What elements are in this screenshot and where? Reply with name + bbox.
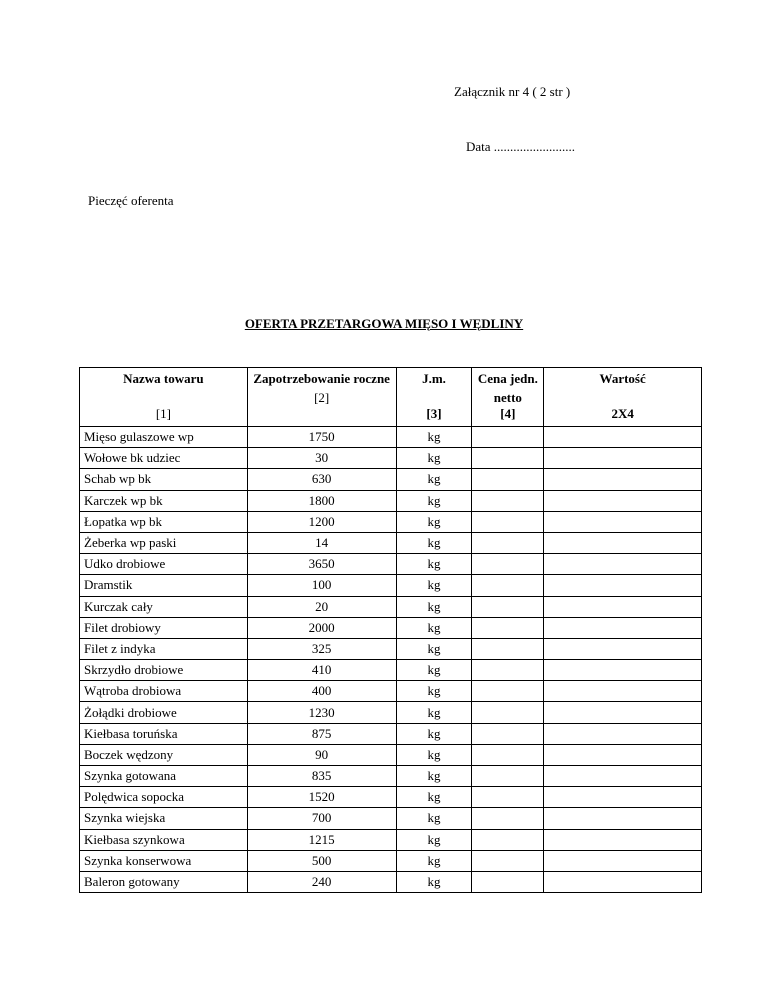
table-body	[80, 427, 702, 893]
table-row	[80, 829, 702, 850]
quantity-cell: 90	[247, 744, 396, 765]
product-name-cell: Karczek wp bk	[80, 490, 248, 511]
product-name-cell: Schab wp bk	[80, 469, 248, 490]
quantity-cell: 325	[247, 638, 396, 659]
date-field: Data .........................	[466, 139, 576, 154]
product-name-cell: Filet z indyka	[80, 638, 248, 659]
product-name-cell: Łopatka wp bk	[80, 511, 248, 532]
product-name-cell: Wołowe bk udziec	[80, 448, 248, 469]
table-row	[80, 808, 702, 829]
product-name-cell: Wątroba drobiowa	[80, 681, 248, 702]
value-cell[interactable]	[544, 575, 702, 596]
value-cell[interactable]	[544, 660, 702, 681]
header-demand	[247, 368, 396, 427]
price-cell[interactable]	[472, 511, 544, 532]
table-row	[80, 448, 702, 469]
quantity-cell: 410	[247, 660, 396, 681]
price-cell[interactable]	[472, 427, 544, 448]
quantity-cell: 400	[247, 681, 396, 702]
value-cell[interactable]	[544, 808, 702, 829]
unit-cell: kg	[396, 850, 472, 871]
quantity-cell: 835	[247, 766, 396, 787]
unit-cell: kg	[396, 554, 472, 575]
header-price-number: [4]	[500, 406, 516, 421]
product-name-cell: Kiełbasa szynkowa	[80, 829, 248, 850]
header-value-label: Wartość	[599, 371, 646, 386]
unit-cell: kg	[396, 808, 472, 829]
offer-table	[79, 367, 702, 893]
table-header-row	[80, 368, 702, 427]
quantity-cell: 1750	[247, 427, 396, 448]
table-row	[80, 744, 702, 765]
table-row	[80, 427, 702, 448]
table-row	[80, 871, 702, 892]
price-cell[interactable]	[472, 808, 544, 829]
product-name-cell: Kiełbasa toruńska	[80, 723, 248, 744]
value-cell[interactable]	[544, 850, 702, 871]
table-row	[80, 638, 702, 659]
price-cell[interactable]	[472, 702, 544, 723]
quantity-cell: 630	[247, 469, 396, 490]
value-cell[interactable]	[544, 617, 702, 638]
product-name-cell: Dramstik	[80, 575, 248, 596]
unit-cell: kg	[396, 744, 472, 765]
price-cell[interactable]	[472, 723, 544, 744]
unit-cell: kg	[396, 702, 472, 723]
annex-label: Załącznik nr 4 ( 2 str )	[454, 84, 571, 99]
quantity-cell: 14	[247, 532, 396, 553]
quantity-cell: 20	[247, 596, 396, 617]
value-cell[interactable]	[544, 532, 702, 553]
price-cell[interactable]	[472, 660, 544, 681]
header-name	[80, 368, 248, 427]
unit-cell: kg	[396, 596, 472, 617]
price-cell[interactable]	[472, 829, 544, 850]
table-row	[80, 660, 702, 681]
quantity-cell: 100	[247, 575, 396, 596]
table-row	[80, 532, 702, 553]
price-cell[interactable]	[472, 554, 544, 575]
price-cell[interactable]	[472, 766, 544, 787]
quantity-cell: 875	[247, 723, 396, 744]
table-row	[80, 702, 702, 723]
value-cell[interactable]	[544, 787, 702, 808]
value-cell[interactable]	[544, 469, 702, 490]
unit-cell: kg	[396, 448, 472, 469]
product-name-cell: Szynka gotowana	[80, 766, 248, 787]
table-row	[80, 554, 702, 575]
price-cell[interactable]	[472, 532, 544, 553]
table-row	[80, 617, 702, 638]
price-cell[interactable]	[472, 638, 544, 659]
price-cell[interactable]	[472, 871, 544, 892]
product-name-cell: Boczek wędzony	[80, 744, 248, 765]
price-cell[interactable]	[472, 681, 544, 702]
header-name-label: Nazwa towaru	[123, 371, 204, 386]
price-cell[interactable]	[472, 617, 544, 638]
header-name-number: [1]	[155, 406, 171, 421]
value-cell[interactable]	[544, 554, 702, 575]
value-cell[interactable]	[544, 427, 702, 448]
product-name-cell: Żołądki drobiowe	[80, 702, 248, 723]
table-row	[80, 596, 702, 617]
price-cell[interactable]	[472, 448, 544, 469]
quantity-cell: 3650	[247, 554, 396, 575]
product-name-cell: Filet drobiowy	[80, 617, 248, 638]
quantity-cell: 1215	[247, 829, 396, 850]
product-name-cell: Szynka konserwowa	[80, 850, 248, 871]
unit-cell: kg	[396, 681, 472, 702]
value-cell[interactable]	[544, 871, 702, 892]
unit-cell: kg	[396, 511, 472, 532]
unit-cell: kg	[396, 575, 472, 596]
unit-cell: kg	[396, 766, 472, 787]
quantity-cell: 240	[247, 871, 396, 892]
unit-cell: kg	[396, 787, 472, 808]
value-cell[interactable]	[544, 490, 702, 511]
table-row	[80, 787, 702, 808]
table-row	[80, 469, 702, 490]
product-name-cell: Kurczak cały	[80, 596, 248, 617]
product-name-cell: Skrzydło drobiowe	[80, 660, 248, 681]
unit-cell: kg	[396, 532, 472, 553]
product-name-cell: Udko drobiowe	[80, 554, 248, 575]
value-cell[interactable]	[544, 723, 702, 744]
unit-cell: kg	[396, 469, 472, 490]
unit-cell: kg	[396, 723, 472, 744]
header-value	[544, 368, 702, 427]
price-cell[interactable]	[472, 490, 544, 511]
value-cell[interactable]	[544, 702, 702, 723]
price-cell[interactable]	[472, 850, 544, 871]
value-cell[interactable]	[544, 766, 702, 787]
header-value-number: 2X4	[611, 406, 634, 421]
price-cell[interactable]	[472, 787, 544, 808]
quantity-cell: 1230	[247, 702, 396, 723]
table-row	[80, 850, 702, 871]
header-demand-number: [2]	[314, 390, 330, 405]
quantity-cell: 2000	[247, 617, 396, 638]
quantity-cell: 1200	[247, 511, 396, 532]
quantity-cell: 700	[247, 808, 396, 829]
unit-cell: kg	[396, 871, 472, 892]
value-cell[interactable]	[544, 681, 702, 702]
table-row	[80, 511, 702, 532]
quantity-cell: 500	[247, 850, 396, 871]
quantity-cell: 1520	[247, 787, 396, 808]
table-row	[80, 490, 702, 511]
price-cell[interactable]	[472, 596, 544, 617]
header-price-label: Cena jedn.	[477, 371, 538, 386]
value-cell[interactable]	[544, 829, 702, 850]
value-cell[interactable]	[544, 448, 702, 469]
value-cell[interactable]	[544, 638, 702, 659]
table-row	[80, 575, 702, 596]
unit-cell: kg	[396, 660, 472, 681]
unit-cell: kg	[396, 638, 472, 659]
unit-cell: kg	[396, 829, 472, 850]
product-name-cell: Szynka wiejska	[80, 808, 248, 829]
quantity-cell: 30	[247, 448, 396, 469]
table-row	[80, 766, 702, 787]
price-cell[interactable]	[472, 744, 544, 765]
header-unit	[396, 368, 472, 427]
unit-cell: kg	[396, 427, 472, 448]
header-price-sub: netto	[493, 390, 522, 405]
value-cell[interactable]	[544, 596, 702, 617]
header-price	[472, 368, 544, 427]
quantity-cell: 1800	[247, 490, 396, 511]
unit-cell: kg	[396, 490, 472, 511]
value-cell[interactable]	[544, 744, 702, 765]
product-name-cell: Żeberka wp paski	[80, 532, 248, 553]
header-demand-label: Zapotrzebowanie roczne	[253, 371, 390, 386]
product-name-cell: Polędwica sopocka	[80, 787, 248, 808]
table-row	[80, 681, 702, 702]
price-cell[interactable]	[472, 575, 544, 596]
header-unit-number: [3]	[426, 406, 442, 421]
header-unit-label: J.m.	[422, 371, 446, 386]
unit-cell: kg	[396, 617, 472, 638]
stamp-label: Pieczęć oferenta	[88, 193, 174, 208]
page-title: OFERTA PRZETARGOWA MIĘSO I WĘDLINY	[244, 316, 524, 331]
product-name-cell: Baleron gotowany	[80, 871, 248, 892]
value-cell[interactable]	[544, 511, 702, 532]
product-name-cell: Mięso gulaszowe wp	[80, 427, 248, 448]
table-row	[80, 723, 702, 744]
price-cell[interactable]	[472, 469, 544, 490]
